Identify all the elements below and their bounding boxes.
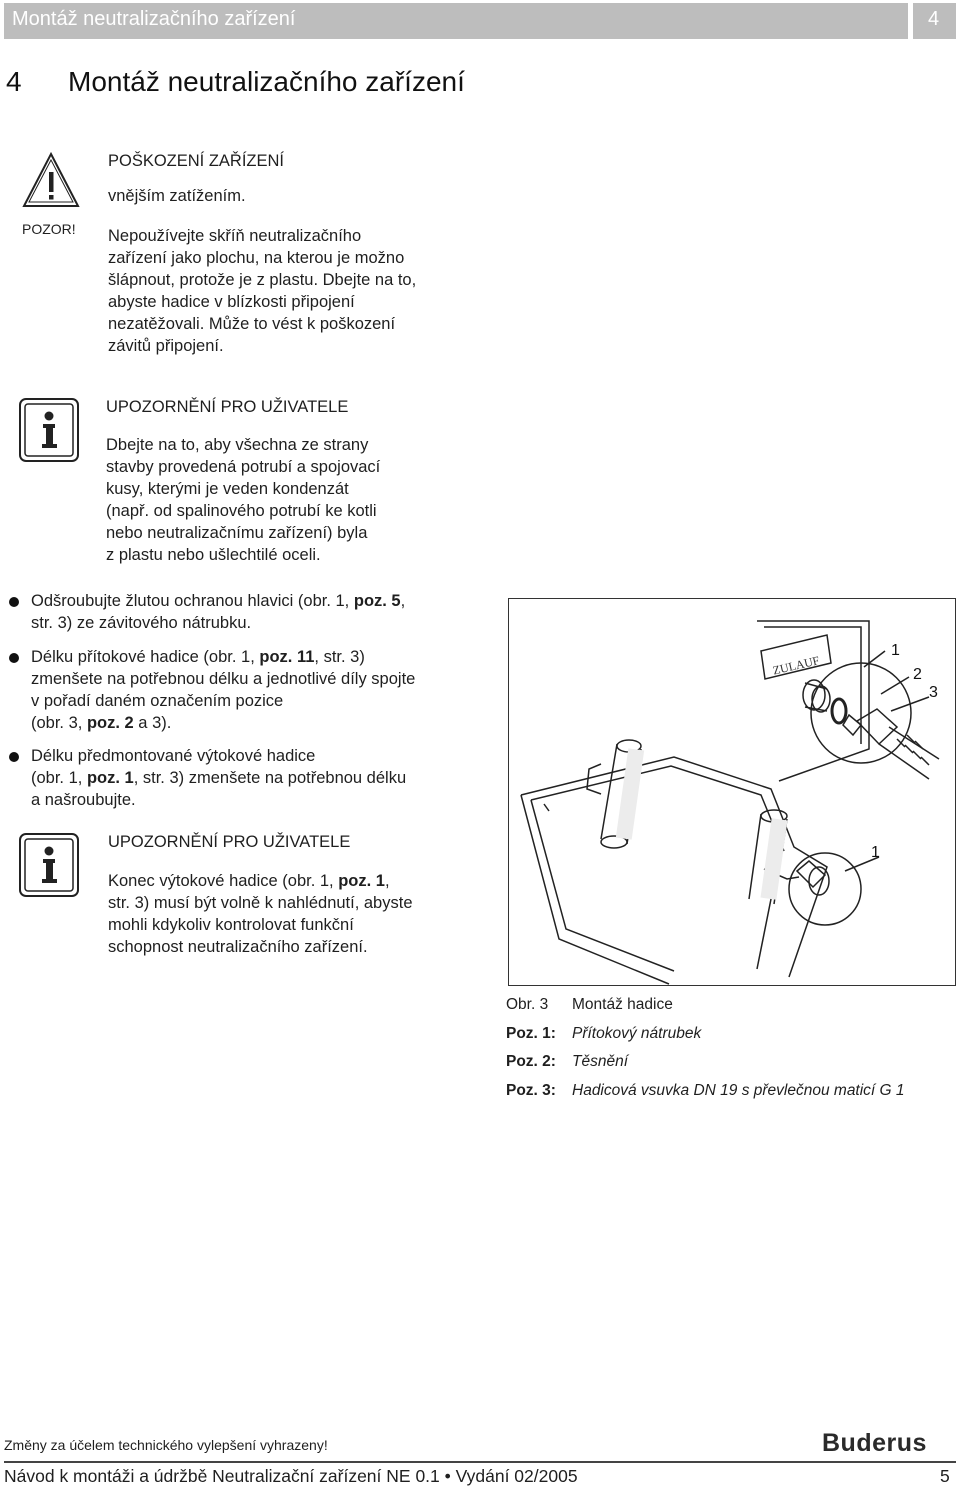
info-icon (18, 832, 80, 898)
notice1-line: Dbejte na to, aby všechna ze strany (106, 436, 369, 454)
notice2-line: schopnost neutralizačního zařízení. (108, 938, 368, 956)
figure-callout: 2 (913, 666, 922, 683)
step-line: str. 3) ze závitového nátrubku. (31, 614, 252, 632)
notice2-heading: UPOZORNĚNÍ PRO UŽIVATELE (108, 833, 351, 851)
warning-line: nezatěžovali. Může to vést k poškození (108, 315, 396, 333)
step-3 (31, 745, 406, 811)
notice1-text (106, 434, 380, 566)
notice2-line: str. 3) musí být volně k nahlédnutí, abyste (108, 894, 413, 912)
buderus-logo: Buderus (822, 1429, 927, 1457)
figure-callout: 1 (871, 844, 880, 861)
step-line: (obr. 3, poz. 2 a 3). (31, 714, 172, 732)
caption-label: Poz. 2: (506, 1053, 556, 1070)
bullet-icon (9, 752, 19, 762)
figure-callout: 1 (891, 642, 900, 659)
caption-text: Přítokový nátrubek (572, 1025, 702, 1042)
caption-text: Těsnění (572, 1053, 629, 1070)
warning-line: šlápnout, protože je z plastu. Dbejte na to, (108, 271, 417, 289)
notice1-line: stavby provedená potrubí a spojovací (106, 458, 381, 476)
notice1-line: (např. od spalinového potrubí ke kotli (106, 502, 377, 520)
caption-label: Poz. 3: (506, 1082, 556, 1099)
warning-heading: POŠKOZENÍ ZAŘÍZENÍ (108, 152, 285, 170)
step-1 (31, 590, 405, 634)
notice1-line: kusy, kterými je veden kondenzát (106, 480, 349, 498)
step-line: a našroubujte. (31, 791, 136, 809)
warning-line: závitů připojení. (108, 337, 224, 355)
bullet-icon (9, 597, 19, 607)
hose-assembly-illustration (509, 599, 955, 985)
warning-line: Nepoužívejte skříň neutralizačního (108, 227, 362, 245)
warning-text (108, 225, 416, 357)
header-chapter-number: 4 (928, 8, 940, 30)
caption-label: Poz. 1: (506, 1025, 556, 1042)
warning-line: abyste hadice v blízkosti připojení (108, 293, 355, 311)
notice2-line: mohli kdykoliv kontrolovat funkční (108, 916, 354, 934)
notice1-heading: UPOZORNĚNÍ PRO UŽIVATELE (106, 398, 349, 416)
step-2 (31, 646, 415, 734)
step-line: zmenšete na potřebnou délku a jednotlivé díly spojte (31, 670, 416, 688)
chapter-number: 4 (6, 66, 22, 97)
chapter-title: Montáž neutralizačního zařízení (68, 66, 465, 97)
bullet-icon (9, 653, 19, 663)
page-number: 5 (940, 1466, 950, 1486)
caption-text: Montáž hadice (572, 996, 673, 1013)
step-line: Délku předmontované výtokové hadice (31, 747, 316, 765)
notice2-line: Konec výtokové hadice (obr. 1, poz. 1, (108, 872, 390, 890)
step-line: Délku přítokové hadice (obr. 1, poz. 11, str. 3) (31, 648, 365, 666)
zulauf-stamp: ZULAUF (771, 653, 821, 678)
notice1-line: z plastu nebo ušlechtilé oceli. (106, 546, 321, 564)
footer-note: Změny za účelem technického vylepšení vyhrazeny! (4, 1437, 328, 1453)
info-icon (18, 397, 80, 463)
footer-document: Návod k montáži a údržbě Neutralizační zařízení NE 0.1 • Vydání 02/2005 (4, 1466, 578, 1486)
notice1-line: nebo neutralizačnímu zařízení) byla (106, 524, 368, 542)
figure-callout: 3 (929, 684, 938, 701)
warning-line: zařízení jako plochu, na kterou je možno (108, 249, 405, 267)
warning-subheading: vnějším zatížením. (108, 187, 246, 205)
step-line: Odšroubujte žlutou ochranou hlavici (obr. 1, poz. 5, (31, 592, 406, 610)
header-title: Montáž neutralizačního zařízení (12, 8, 296, 30)
step-line: (obr. 1, poz. 1, str. 3) zmenšete na potřebnou délku (31, 769, 407, 787)
warning-triangle-icon (20, 150, 82, 212)
notice2-text (108, 870, 413, 958)
warning-label: POZOR! (22, 221, 76, 237)
step-line: v pořadí daném označením pozice (31, 692, 284, 710)
caption-text: Hadicová vsuvka DN 19 s převlečnou maticí G 1 (572, 1082, 905, 1099)
caption-label: Obr. 3 (506, 996, 549, 1013)
footer-divider (4, 1461, 956, 1463)
